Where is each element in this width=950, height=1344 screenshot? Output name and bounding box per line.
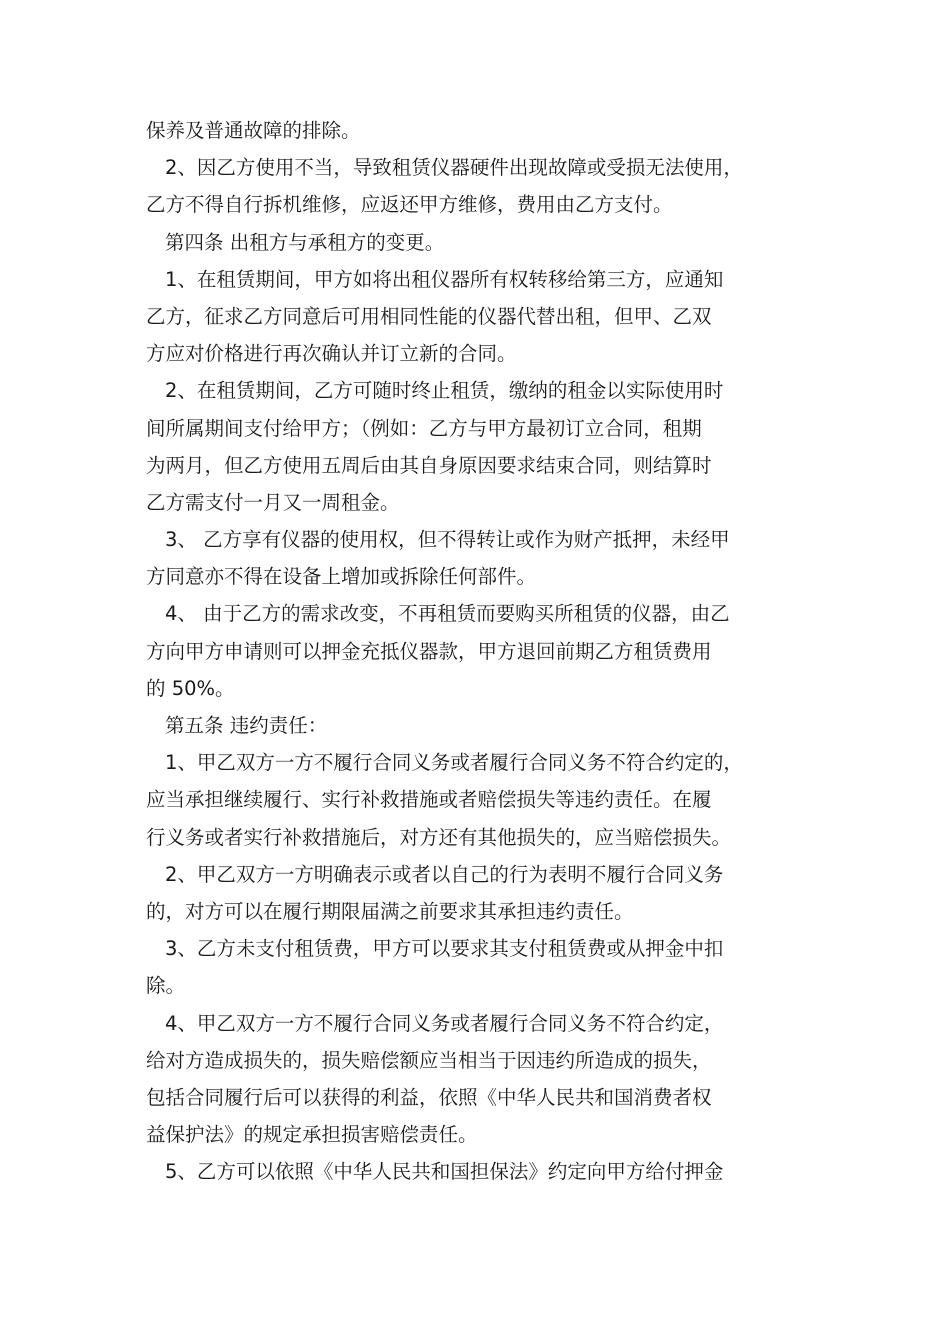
text-line: 包括合同履行后可以获得的利益，依照《中华人民共和国消费者权 <box>146 1085 712 1109</box>
text-line: 2、甲乙双方一方明确表示或者以自己的行为表明不履行合同义务 <box>165 862 724 886</box>
text-line: 方向甲方申请则可以押金充抵仪器款，甲方退回前期乙方租赁费用 <box>146 639 712 663</box>
text-line: 乙方，征求乙方同意后可用相同性能的仪器代替出租，但甲、乙双 <box>146 304 712 328</box>
text-line: 1、在租赁期间，甲方如将出租仪器所有权转移给第三方，应通知 <box>165 267 724 291</box>
text-line: 的 50%。 <box>146 676 235 700</box>
text-line: 方同意亦不得在设备上增加或拆除任何部件。 <box>146 565 537 589</box>
text-line: 应当承担继续履行、实行补救措施或者赔偿损失等违约责任。在履 <box>146 788 712 812</box>
text-line: 间所属期间支付给甲方；（例如：乙方与甲方最初订立合同，租期 <box>146 416 702 440</box>
text-line: 的，对方可以在履行期限届满之前要求其承担违约责任。 <box>146 899 634 923</box>
text-line: 给对方造成损失的，损失赔偿额应当相当于因违约所造成的损失， <box>146 1048 712 1072</box>
text-line: 方应对价格进行再次确认并订立新的合同。 <box>146 342 517 366</box>
text-line: 5、乙方可以依照《中华人民共和国担保法》约定向甲方给付押金 <box>165 1160 724 1184</box>
text-line: 乙方不得自行拆机维修，应返还甲方维修，费用由乙方支付。 <box>146 193 673 217</box>
text-line: 2、因乙方使用不当，导致租赁仪器硬件出现故障或受损无法使用， <box>165 156 743 180</box>
text-line: 第五条 违约责任： <box>165 714 328 737</box>
text-line: 1、甲乙双方一方不履行合同义务或者履行合同义务不符合约定的， <box>165 751 743 775</box>
text-line: 4、甲乙双方一方不履行合同义务或者履行合同义务不符合约定， <box>165 1011 724 1035</box>
text-line: 行义务或者实行补救措施后，对方还有其他损失的，应当赔偿损失。 <box>146 825 732 849</box>
text-line: 2、在租赁期间，乙方可随时终止租赁，缴纳的租金以实际使用时 <box>165 379 724 403</box>
contract-text-body <box>146 112 806 1190</box>
text-line: 3、乙方未支付租赁费，甲方可以要求其支付租赁费或从押金中扣 <box>165 937 724 961</box>
text-line: 保养及普通故障的排除。 <box>146 119 361 142</box>
text-line: 第四条 出租方与承租方的变更。 <box>165 230 445 254</box>
text-line: 为两月，但乙方使用五周后由其自身原因要求结束合同，则结算时 <box>146 453 712 477</box>
text-line: 4、 由于乙方的需求改变，不再租赁而要购买所租赁的仪器，由乙 <box>165 602 730 626</box>
text-line: 除。 <box>146 974 186 998</box>
text-line: 乙方需支付一月又一周租金。 <box>146 490 400 514</box>
text-line: 3、 乙方享有仪器的使用权，但不得转让或作为财产抵押，未经甲 <box>165 528 730 552</box>
text-line: 益保护法》的规定承担损害赔偿责任。 <box>146 1123 478 1147</box>
